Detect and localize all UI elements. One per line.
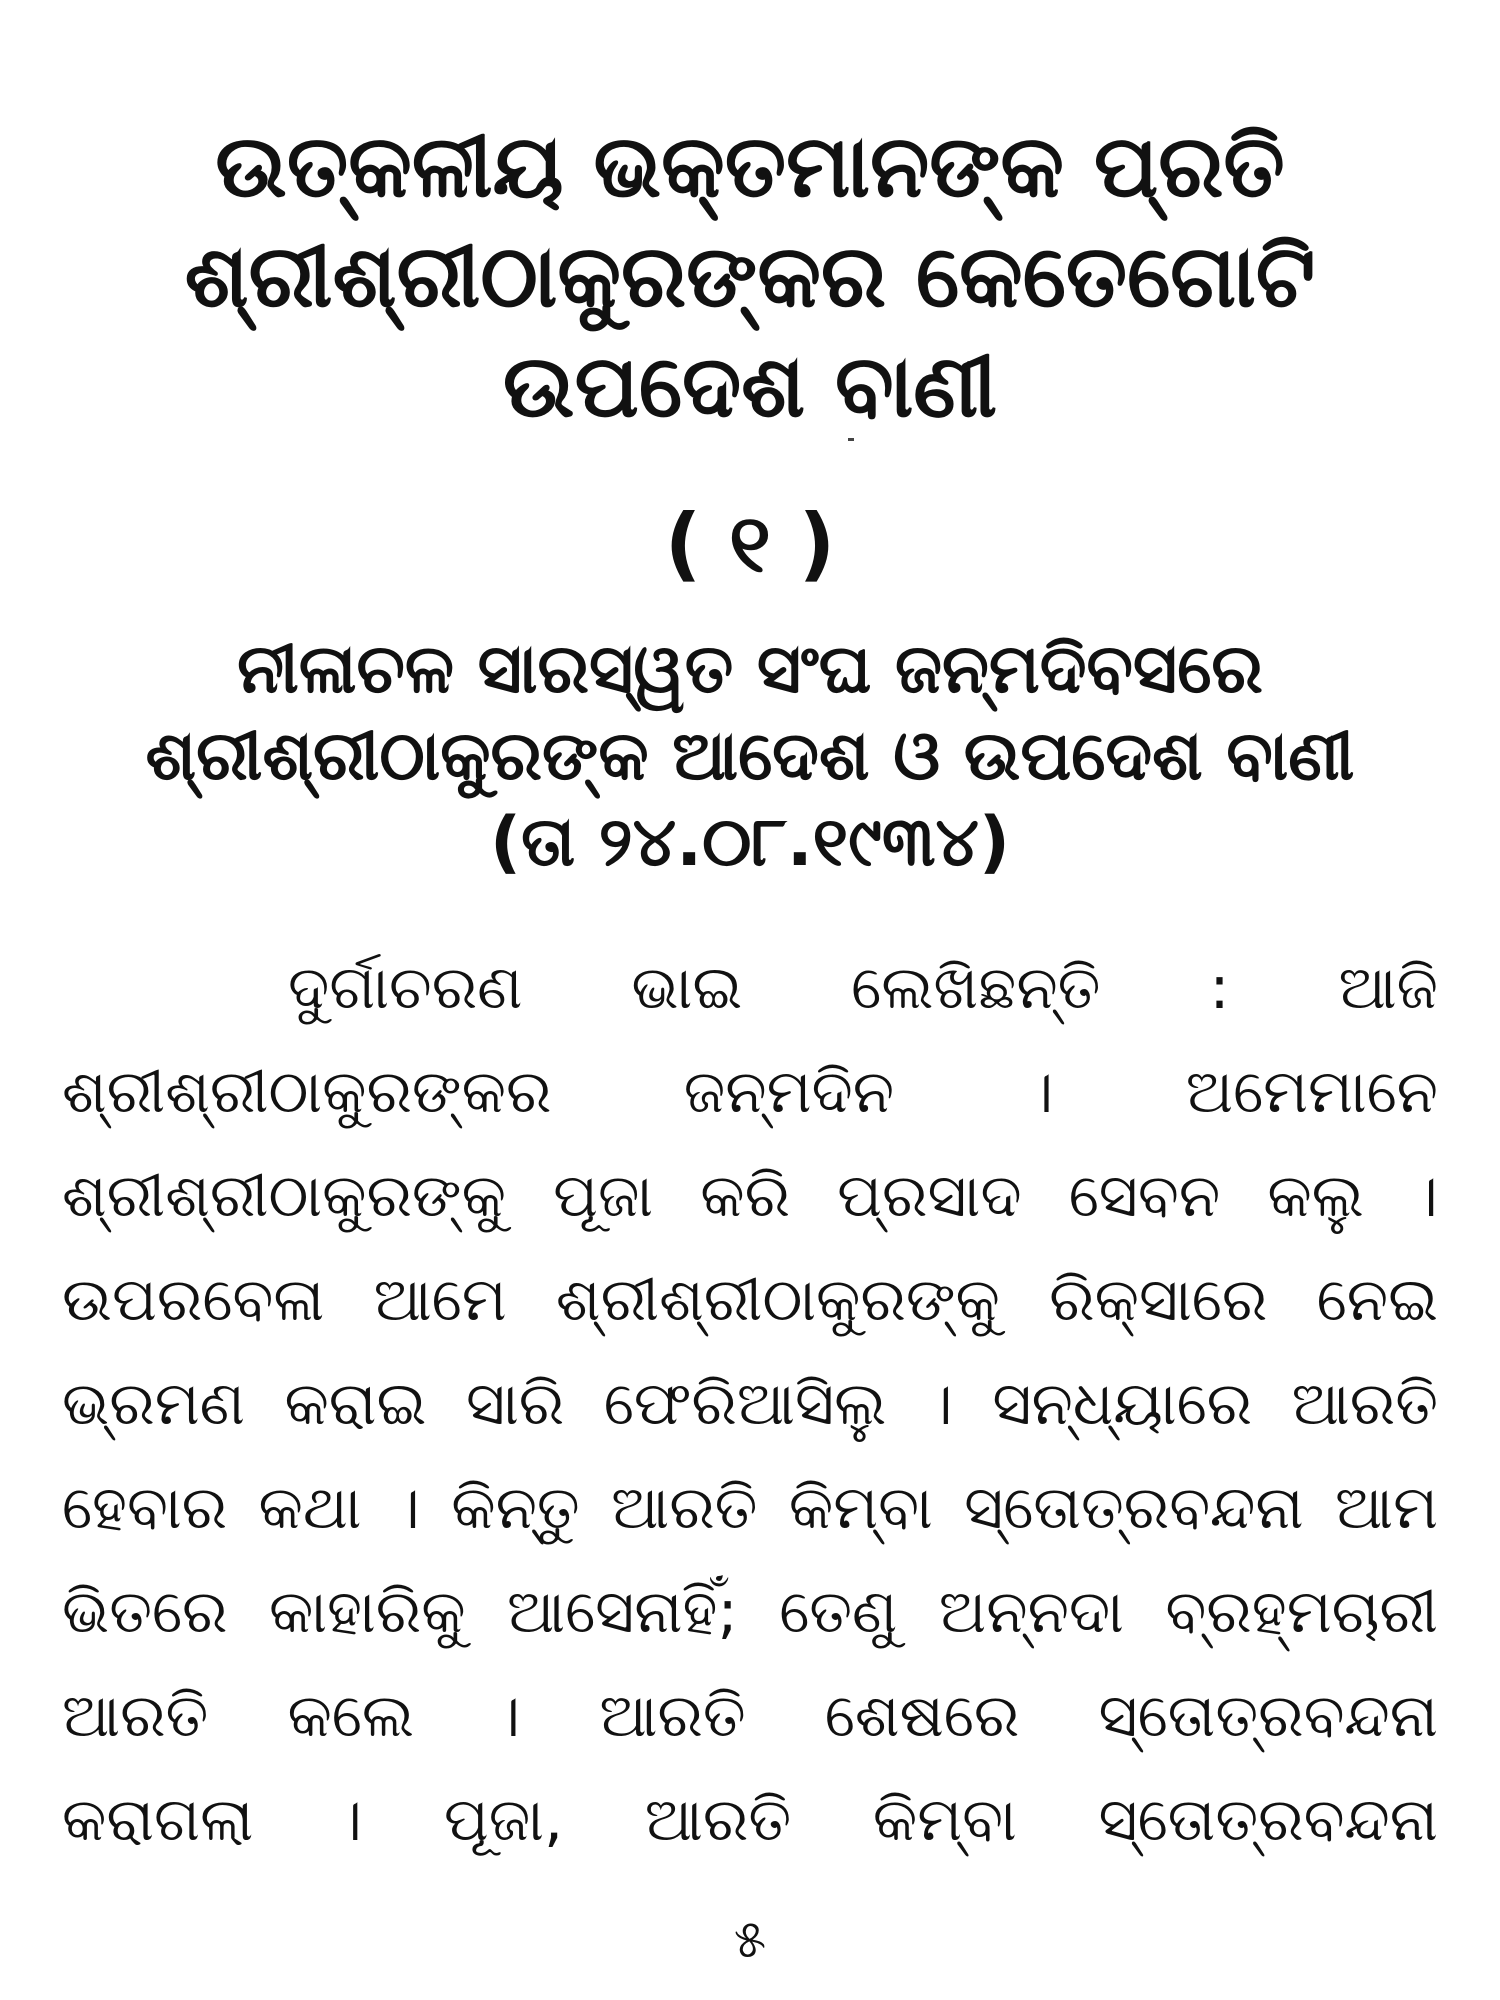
title-line-3: ଉପଦେଶ ବାଣୀ <box>502 337 998 437</box>
body-line: ଭିତରେ କାହାରିକୁ ଆସେନାହିଁ; ତେଣୁ ଅନ୍ନଦା ବ୍ରହ୍ମଚାରୀ <box>62 1577 1438 1647</box>
body-line: ହେବାର କଥା । କିନ୍ତୁ ଆରତି କିମ୍ବା ସ୍ତୋତ୍ରବନ୍ଦନା ଆମ <box>62 1473 1438 1543</box>
body-line: ଶ୍ରୀଶ୍ରୀଠାକୁରଙ୍କର ଜନ୍ମଦିନ । ଅମେମାନେ <box>62 1057 1438 1127</box>
body-line: ଦୁର୍ଗାଚରଣ ଭାଇ ଲେଖିଛନ୍ତି : ଆଜି <box>288 953 1438 1023</box>
body-line: କରାଗଲା । ପୂଜା, ଆରତି କିମ୍ବା ସ୍ତୋତ୍ରବନ୍ଦନା <box>62 1785 1438 1855</box>
body-line: ଆରତି କଲେ । ଆରତି ଶେଷରେ ସ୍ତୋତ୍ରବନ୍ଦନା <box>62 1681 1438 1751</box>
title-line-2: ଶ୍ରୀଶ୍ରୀଠାକୁରଙ୍କର କେତେଗୋଟି <box>184 227 1316 327</box>
subtitle-date: (ତା ୨୪.୦୮.୧୯୩୪) <box>490 803 1010 882</box>
print-speck <box>848 438 854 441</box>
body-line: ଶ୍ରୀଶ୍ରୀଠାକୁରଙ୍କୁ ପୂଜା କରି ପ୍ରସାଦ ସେବନ କଲୁ । <box>62 1161 1438 1231</box>
body-line: ଭ୍ରମଣ କରାଇ ସାରି ଫେରିଆସିଲୁ । ସନ୍ଧ୍ୟାରେ ଆରତି <box>62 1369 1438 1439</box>
section-number: ( ୧ ) <box>664 497 836 590</box>
title-line-1: ଉତ୍କଳୀୟ ଭକ୍ତମାନଙ୍କ ପ୍ରତି <box>215 117 1285 217</box>
body-line: ଉପରବେଳା ଆମେ ଶ୍ରୀଶ୍ରୀଠାକୁରଙ୍କୁ ରିକ୍‌ସାରେ ନେଇ <box>62 1265 1438 1335</box>
subtitle-line-2: ଶ୍ରୀଶ୍ରୀଠାକୁରଙ୍କ ଆଦେଶ ଓ ଉପଦେଶ ବାଣୀ <box>145 717 1355 796</box>
page-number: ୫ <box>733 1910 767 1970</box>
subtitle-line-1: ନୀଳାଚଳ ସାରସ୍ୱତ ସଂଘ ଜନ୍ମଦିବସରେ <box>237 630 1263 709</box>
